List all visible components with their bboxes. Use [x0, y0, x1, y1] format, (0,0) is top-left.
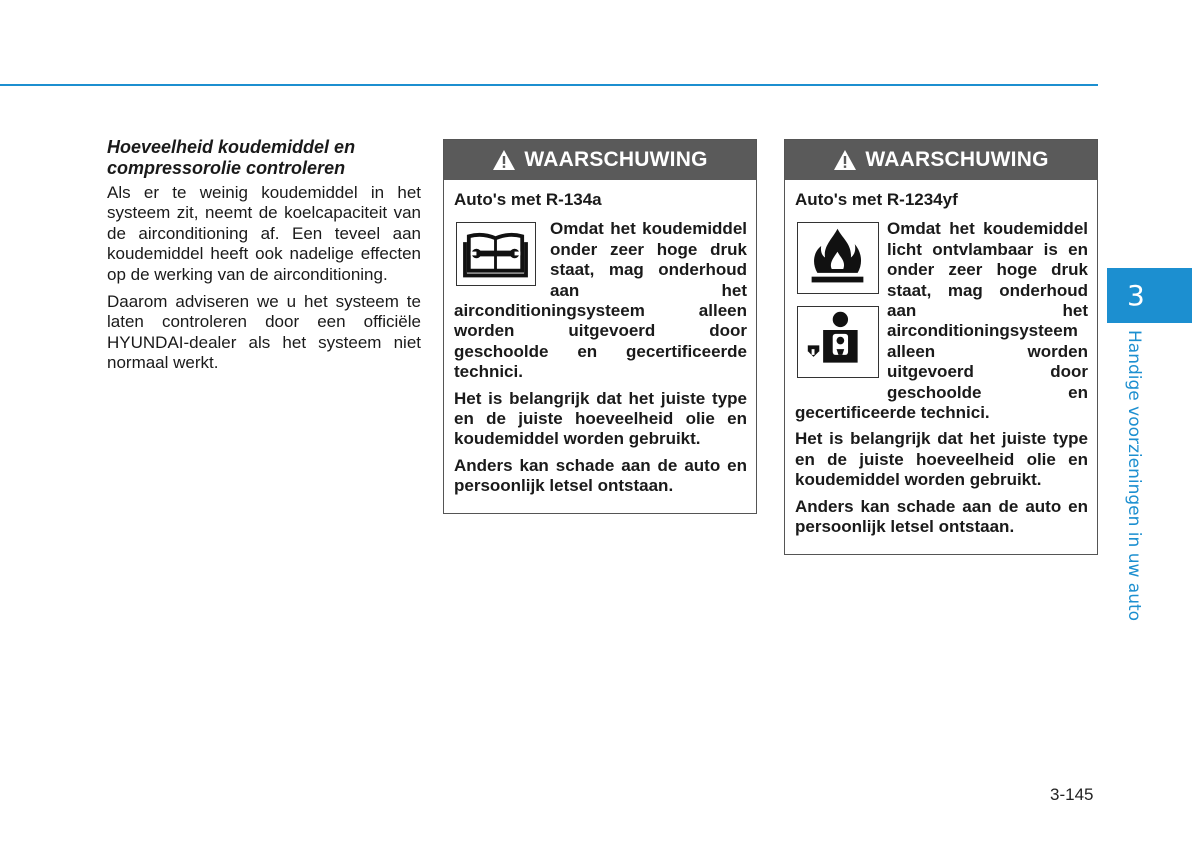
body-column: [107, 137, 421, 381]
flammable-icon: [797, 222, 879, 294]
page-number: 3-145: [1050, 785, 1094, 804]
warning-box-r134a: [443, 139, 757, 514]
warning-header: [444, 140, 756, 180]
warning-title: WAARSCHUWING: [524, 148, 708, 171]
warning-title: WAARSCHUWING: [865, 148, 1049, 171]
top-rule: [0, 84, 1098, 86]
manual-wrench-icon: [456, 222, 536, 286]
warning-text-1: Omdat het koudemiddel licht ontvlambaar is en onder zeer hoge druk staat, mag onderhoud aan het airconditioningsysteem alleen worden uitgevoerd door geschoolde en gecertificeerde technici.: [795, 219, 1088, 423]
warning-text-2: Het is belangrijk dat het juiste type en de juiste hoeveelheid olie en koudemiddel worden gebruikt.: [454, 388, 747, 449]
body-paragraph-1: Als er te weinig koudemiddel in het systeem zit, neemt de koelcapaciteit van de airconditioning af. Een teveel aan koudemiddel heeft ook nadelige effecten op de werking van de airconditioning.: [107, 183, 421, 284]
warning-subtitle: Auto's met R-134a: [454, 190, 602, 209]
warning-text-3: Anders kan schade aan de auto en persoonlijk letsel ontstaan.: [795, 496, 1088, 537]
warning-header: [785, 140, 1097, 180]
chapter-number: 3: [1127, 279, 1145, 312]
warning-triangle-icon: [492, 149, 516, 171]
chapter-caption: Handige voorzieningen in uw auto: [1124, 330, 1144, 622]
section-heading: Hoeveelheid koudemiddel en compressorolie controleren: [107, 137, 356, 178]
chapter-tab: [1107, 268, 1192, 323]
warning-text-1: Omdat het koudemiddel onder zeer hoge druk staat, mag onderhoud aan het airconditioningsysteem alleen worden uitgevoerd door geschoolde en gecertificeerde technici.: [454, 219, 747, 382]
warning-text-2: Het is belangrijk dat het juiste type en de juiste hoeveelheid olie en koudemiddel worden gebruikt.: [795, 429, 1088, 490]
warning-box-r1234yf: [784, 139, 1098, 555]
warning-text-3: Anders kan schade aan de auto en persoonlijk letsel ontstaan.: [454, 455, 747, 496]
body-paragraph-2: Daarom adviseren we u het systeem te laten controleren door een officiële HYUNDAI-dealer als het systeem niet normaal werkt.: [107, 292, 421, 373]
technician-icon: [797, 306, 879, 378]
warning-subtitle: Auto's met R-1234yf: [795, 190, 958, 209]
warning-triangle-icon: [833, 149, 857, 171]
